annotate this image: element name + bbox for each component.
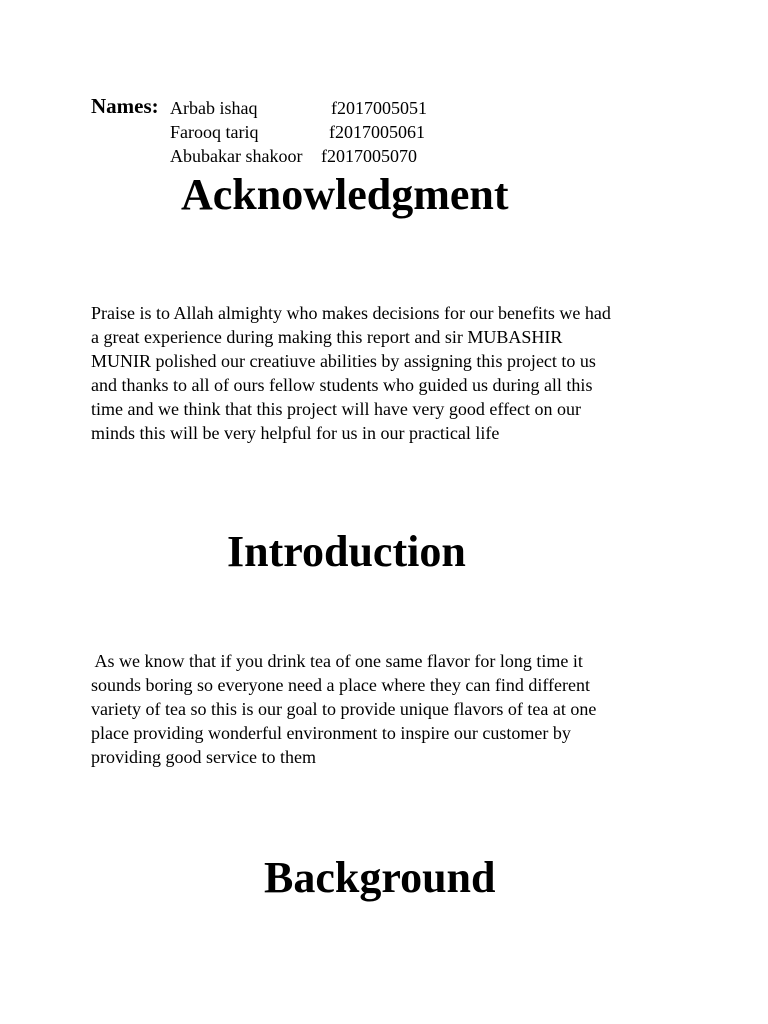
paragraph-line: MUNIR polished our creatiuve abilities by assigning this project to us [91,351,596,371]
student-name: Farooq tariq [170,122,259,142]
student-id: f2017005070 [321,146,417,166]
name-row [170,96,427,120]
paragraph-line: minds this will be very helpful for us in our practical life [91,423,500,443]
paragraph-line: sounds boring so everyone need a place where they can find different [91,675,590,695]
paragraph-line: place providing wonderful environment to inspire our customer by [91,723,571,743]
paragraph-line: Praise is to Allah almighty who makes decisions for our benefits we had [91,303,611,323]
introduction-paragraph [91,649,691,769]
paragraph-line: a great experience during making this report and sir MUBASHIR [91,327,563,347]
paragraph-line: providing good service to them [91,747,316,767]
introduction-heading: Introduction [227,527,466,576]
paragraph-line: variety of tea so this is our goal to provide unique flavors of tea at one [91,699,597,719]
paragraph-line: and thanks to all of ours fellow students who guided us during all this [91,375,593,395]
student-id: f2017005061 [329,122,425,142]
background-heading: Background [264,853,496,902]
acknowledgment-heading: Acknowledgment [181,170,509,219]
paragraph-line: time and we think that this project will have very good effect on our [91,399,582,419]
name-row [170,120,425,144]
student-name: Arbab ishaq [170,98,258,118]
student-name: Abubakar shakoor [170,146,303,166]
name-row [170,144,417,168]
names-label: Names: [91,94,159,118]
acknowledgment-paragraph [91,301,691,445]
student-id: f2017005051 [331,98,427,118]
paragraph-line: As we know that if you drink tea of one same flavor for long time it [91,651,583,671]
